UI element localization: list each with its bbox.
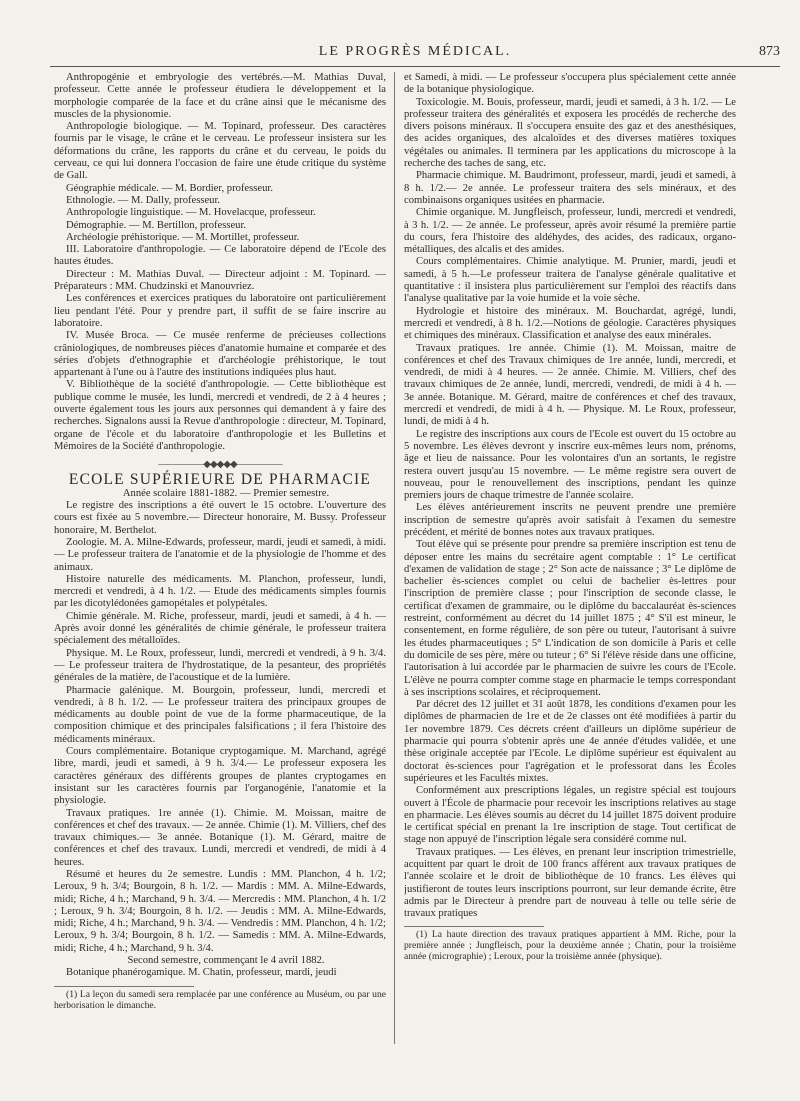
paragraph: Tout élève qui se présente pour prendre sa première inscription est tenu de déposer entre les mains du secrétaire agent comptable : 1° Le certificat d'examen de validation de stage ; 2° Son acte de naissance ; 3° Le diplôme de bachelier ès-sciences complet ou celui de bachelier ès-lettres pour l'inscription de première classe ; pour l'inscription de seconde classe, le certificat d'examen de grammaire, ou le diplôme du baccalauréat ès-sciences restreint, conformément au décret du 14 juillet 1875 ; 4° S'il est mineur, le consentement, en forme régulière, de son père ou tuteur, l'autorisant à suivre les études pharmaceutiques ; 5° L'indication de son domicile à Paris et celle du domicile de ses père, mère ou tuteur ; 6° Si l'élève réside dans une officine, l'autorisation à lui accordée par le pharmacien de suivre les cours de l'Ecole. L'élève ne pourra compter comme stage en pharmacie le temps correspondant à ses inscriptions scolaires, et réciproquement. — [404, 539, 736, 698]
paragraph: IV. Musée Broca. — Ce musée renferme de précieuses collections crâniologiques, de nombreuses pièces d'anatomie humaine et comparée et des séries d'objets d'ethnographie et d'archéologie préhistorique, le tout appartenant à l'une ou à l'autre des institutions indiquées plus haut. — [54, 330, 386, 379]
paragraph: Physique. M. Le Roux, professeur, lundi, mercredi et vendredi, à 9 h. 3/4.— Le professeur traitera de l'hydrostatique, de la pesanteur, des propriétés générales de la matière, de l'acoustique et de la lumière. — [54, 647, 386, 684]
paragraph: Hydrologie et histoire des minéraux. M. Bouchardat, agrégé, lundi, mercredi et vendredi, à 8 h. 1/2.—Notions de géologie. Caractères physiques et chimiques des minéraux. Classification et analyse des eaux minérales. — [404, 305, 736, 342]
section-subtitle: Année scolaire 1881-1882. — Premier semestre. — [122, 487, 330, 499]
paragraph: Cours complémentaire. Botanique cryptogamique. M. Marchand, agrégé libre, mardi, jeudi et samedi, à 9 h. 3/4.— Le professeur exposera les caractères généraux des différents groupes de plantes cryptogames en insistant sur les caractères fournis par l'organogénie, l'anatomie et la physiologie. — [54, 746, 386, 807]
paragraph: III. Laboratoire d'anthropologie. — Ce laboratoire dépend de l'Ecole des hautes études. — [54, 244, 386, 268]
paragraph: Géographie médicale. — M. Bordier, professeur. — [66, 182, 273, 194]
paragraph: Directeur : M. Mathias Duval. — Directeur adjoint : M. Topinard. — Préparateurs : MM. Chudzinski et Manouvriez. — [54, 268, 386, 293]
paragraph: Anthropologie linguistique. — M. Hovelacque, professeur. — [66, 207, 316, 219]
column-divider — [394, 72, 395, 1044]
paragraph: Cours complémentaires. Chimie analytique. M. Prunier, mardi, jeudi et samedi, à 5 h.—Le professeur traitera de l'analyse générale qualitative et quantitative : il insistera plus particulièrement sur l'emploi des réactifs dans l'analyse qualitative par la voie humide et la voie sèche. — [404, 256, 736, 305]
paragraph: Chimie organique. M. Jungfleisch, professeur, lundi, mercredi et vendredi, à 3 h. 1/2. — 2e année. Le professeur, après avoir résumé la première partie du cours, fera l'histoire des aldéhydes, des acides, des radicaux, organo-métalliques, des alcalis et des amides. — [404, 207, 736, 256]
paragraph: Botanique phanérogamique. M. Chatin, professeur, mardi, jeudi — [66, 967, 337, 979]
second-semester-title: Second semestre, commençant le 4 avril 1882. — [127, 955, 325, 967]
paragraph: Le registre des inscriptions aux cours de l'Ecole est ouvert du 15 octobre au 5 novembre. Les élèves devront y inscrire eux-mêmes leurs nom, prénoms, âge et lieu de naissance. Pour les volontaires d'un an sortants, le registre restera ouvert jusqu'au 15 novembre. — Le même registre sera ouvert de nouveau, pour le renouvellement des inscriptions, pendant les quinze premiers jours de chaque trimestre de l'année scolaire. — [404, 428, 736, 502]
paragraph: Zoologie. M. A. Milne-Edwards, professeur, mardi, jeudi et samedi, à midi. — Le professeur traitera de l'anatomie et de la physiologie de l'homme et des animaux. — [54, 536, 386, 573]
ornament-divider: —————◆◆◆◆◆————— — [158, 459, 282, 471]
left-column — [54, 72, 386, 1092]
paragraph: Toxicologie. M. Bouis, professeur, mardi, jeudi et samedi, à 3 h. 1/2. — Le professeur traitera des généralités et exposera les procédés de recherche des divers poisons minéraux. Il s'occupera ensuite des gaz et des anesthésiques, des acides organiques, des alcaloïdes et des diverses matières toxiques végétales ou animales. Il terminera par les applications du microscope à la recherche des taches de sang, etc. — [404, 96, 736, 170]
running-title: LE PROGRÈS MÉDICAL. — [318, 44, 512, 59]
paragraph: Histoire naturelle des médicaments. M. Planchon, professeur, lundi, mercredi et vendredi, à 4 h. 1/2. — Etude des médicaments simples fournis par les dicotylédonées gamopétales et polypétales. — [54, 573, 386, 610]
right-column — [404, 72, 736, 1092]
paragraph: Par décret des 12 juillet et 31 août 1878, les conditions d'examen pour les diplômes de pharmacien de 1re et de 2e classes ont été modifiées à partir du 1er novembre 1879. Ces décrets créent d'ailleurs un diplôme supérieur de pharmacie qui pourra s'obtenir après une 4e année d'études validée, et une thèse originale acceptée par l'Ecole. Le diplôme supérieur est équivalent au doctorat ès-sciences pour l'agrégation et le professorat dans les Écoles supérieures et les Facultés mixtes. — [404, 699, 736, 784]
paragraph: Travaux pratiques. 1re année. Chimie (1). M. Moissan, maitre de conférences et chef des Travaux chimiques de 1re année, lundi, mercredi, et vendredi, de midi à 4 heures. — 2e année. Chimie. M. Villiers, chef des travaux chimiques de 2e année, lundi, mercredi, vendredi, de midi à 4 h. — 3e année. Botanique. M. Gérard, maitre de conférences et chef des travaux, mercredi et vendredi, de midi à 4 h. — Physique. M. Le Roux, professeur, lundi, de midi à 4 h. — [404, 342, 736, 428]
footnote-rule — [404, 926, 544, 927]
paragraph: Ethnologie. — M. Dally, professeur. — [66, 194, 221, 206]
paragraph: Conformément aux prescriptions légales, un registre spécial est toujours ouvert à l'École de pharmacie pour recevoir les inscriptions relatives au stage en pharmacie. Les élèves soumis au décret du 14 juillet 1875 doivent produire le certificat spécial en prenant la 1re inscription de stage. Tout certificat de stage non appuyé de l'inscription légale sera considéré comme nul. — [404, 785, 736, 846]
paragraph: Pharmacie galénique. M. Bourgoin, professeur, lundi, mercredi et vendredi, à 8 h. 1/2. — Le professeur traitera des principaux groupes de médicaments au double point de vue de la forme pharmaceutique, de la composition chimique et des principales falsifications ; il fera l'histoire des médicaments minéraux. — [54, 684, 386, 745]
footnote: (1) La leçon du samedi sera remplacée par une conférence au Muséum, ou par une herborisation le dimanche. — [54, 988, 386, 1011]
footnote: (1) La haute direction des travaux pratiques appartient à MM. Riche, pour la première année ; Jungfleisch, pour la deuxième année ; Chatin, pour la troisième année (micrographie) ; Leroux, pour la troisième année (physique). — [404, 929, 736, 963]
footnote-rule — [54, 986, 194, 987]
paragraph: Le registre des inscriptions a été ouvert le 15 octobre. L'ouverture des cours est fixée au 5 novembre.— Directeur honoraire, M. Bussy. Professeur honoraire, M. Berthelot. — [54, 500, 386, 536]
paragraph: et Samedi, à midi. — Le professeur s'occupera plus spécialement cette année de la botanique physiologique. — [404, 72, 736, 96]
page-number: 873 — [759, 44, 780, 59]
paragraph: Anthropologie biologique. — M. Topinard, professeur. Des caractères fournis par le visage, le crâne et le cerveau. Le professeur insistera sur les déformations du crâne, les rapports du crâne et du cerveau, le poids du cerveau, ce qui lui donnera l'occasion de faire une étude critique du système de Gall. — [54, 121, 386, 182]
paragraph: Chimie générale. M. Riche, professeur, mardi, jeudi et samedi, à 4 h. — Après avoir donné les généralités de chimie générale, le professeur traitera spécialement des métalloïdes. — [54, 610, 386, 647]
paragraph: Travaux pratiques. 1re année (1). Chimie. M. Moissan, maitre de conférences et chef des travaux. — 2e année. Chimie (1). M. Villiers, chef des travaux chimiques.— 3e année. Botanique (1). M. Gérard, maitre de conférences et chef des travaux. Lundi, mercredi et vendredi, de midi à 4 heures. — [54, 807, 386, 868]
page-header — [50, 42, 780, 67]
paragraph: Démographie. — M. Bertillon, professeur. — [66, 219, 247, 231]
paragraph: Les élèves antérieurement inscrits ne peuvent prendre une première inscription de semestre qu'après avoir satisfait à l'examen du semestre précédent, et mérité de bonnes notes aux travaux pratiques. — [404, 502, 736, 538]
paragraph: Travaux pratiques. — Les élèves, en prenant leur inscription trimestrielle, acquittent par quart le droit de 100 francs afférent aux travaux pratiques de l'année scolaire et le droit de bibliothèque de 10 francs. Les élèves qui justifieront de toutes leurs inscriptions pourront, sur leur demande écrite, être admis par le Directeur à prendre part de nouveau à telle ou telle série de travaux pratiques — [404, 846, 736, 920]
paragraph: V. Bibliothèque de la société d'anthropologie. — Cette bibliothèque est publique comme le musée, les lundi, mercredi et vendredi, de 2 à 4 heures ; ouverte également tous les jours aux personnes qui demandent à y faire des recherches. Signalons aussi la Revue d'anthropologie : directeur, M. Topinard, organe de l'école et du laboratoire d'anthropologie et les Bulletins et Mémoires de la Société d'anthropologie. — [54, 379, 386, 452]
paragraph: Résumé et heures du 2e semestre. Lundis : MM. Planchon, 4 h. 1/2; Leroux, 9 h. 3/4; Bourgoin, 8 h. 1/2. — Mardis : MM. A. Milne-Edwards, midi; Riche, 4 h.; Marchand, 9 h. 3/4. — Mercredis : MM. Planchon, 4 h. 1/2 ; Leroux, 9 h. 3/4; Bourgoin, 8 h. 1/2. — Jeudis : MM. A. Milne-Edwards, midi; Riche, 4 h.; Marchand, 9 h. 3/4. — Vendredis : MM. Planchon, 4 h. 1/2; Leroux, 9 h. 3/4; Bourgoin, 8 h. 1/2. — Samedis : MM. A. Milne-Edwards, midi; Riche, 4 h.; Marchand, 9 h. 3/4. — [54, 869, 386, 954]
paragraph: Anthropogénie et embryologie des vertébrés.—M. Mathias Duval, professeur. Cette année le professeur étudiera le développement et la morphologie comparée de la face et du crâne ainsi que le mécanisme des muscles de la physionomie. — [54, 72, 386, 120]
paragraph: Archéologie préhistorique. — M. Mortillet, professeur. — [66, 231, 300, 243]
section-title: ECOLE SUPÉRIEURE DE PHARMACIE — [68, 470, 372, 488]
paragraph: Pharmacie chimique. M. Baudrimont, professeur, mardi, jeudi et samedi, à 8 h. 1/2.— 2e année. Le professeur traitera des sels minéraux, et des combinaisons organiques usitées en pharmacie. — [404, 170, 736, 206]
paragraph: Les conférences et exercices pratiques du laboratoire ont particulièrement lieu pendant l'été. Pour y prendre part, il suffit de se faire inscrire au laboratoire. — [54, 293, 386, 329]
